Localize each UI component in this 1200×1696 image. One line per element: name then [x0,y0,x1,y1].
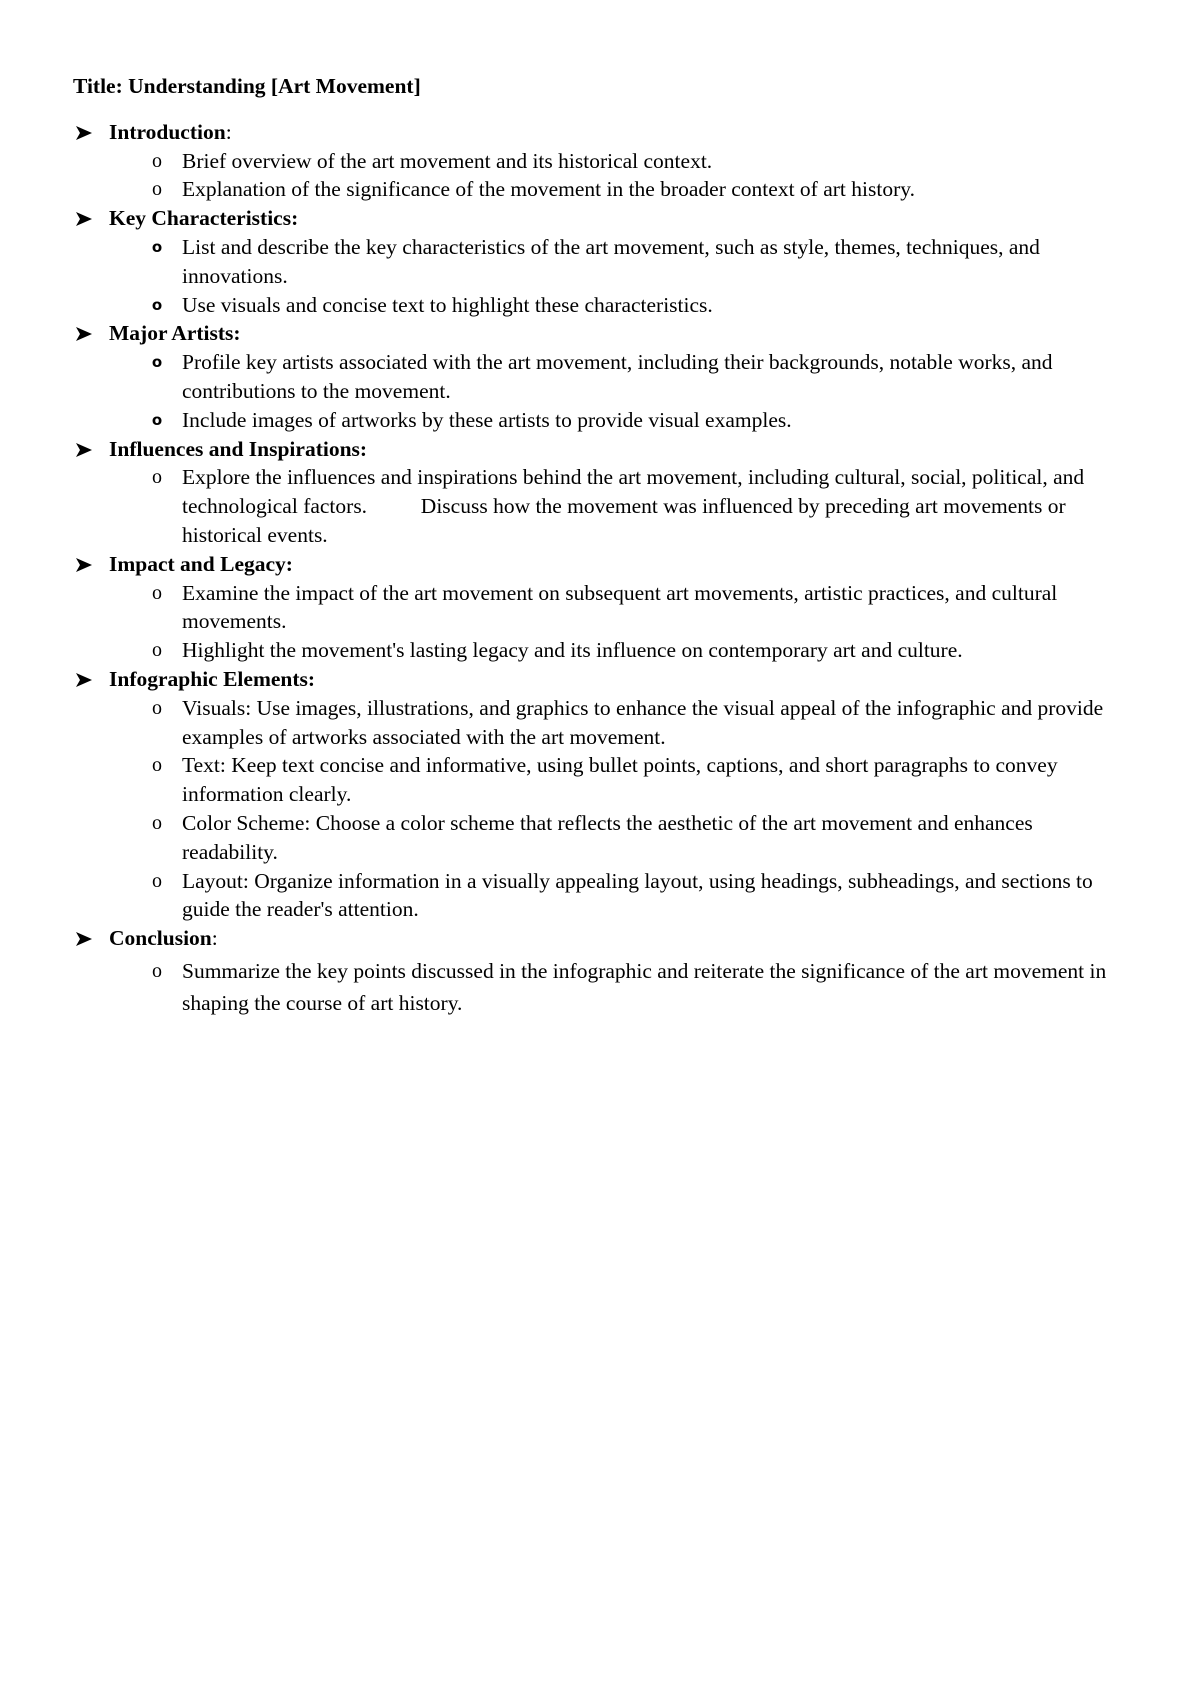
document-title: Title: Understanding [Art Movement] [73,74,421,98]
section-heading-label: Impact and Legacy [109,551,286,576]
circle-bullet-icon: o [152,178,162,201]
section-items [73,463,1133,549]
list-item-text: List and describe the key characteristics of the art movement, such as style, themes, techniques, and innovations. [182,234,1046,288]
list-item-text: Profile key artists associated with the art movement, including their backgrounds, notable works, and contributions to the movement. [182,350,1058,403]
section-heading-colon: : [233,321,241,346]
list-item [73,636,1133,665]
circle-bullet-icon: o [151,353,163,372]
list-item-text: Brief overview of the art movement and its historical context. [182,148,713,173]
list-item [73,955,1133,1019]
section-conclusion [73,924,1133,1019]
section-heading [73,118,1133,147]
list-item [73,233,1133,291]
section-heading-label: Major Artists [109,321,234,346]
circle-bullet-icon: o [152,466,162,489]
list-item [73,867,1133,925]
list-item-text: Visuals: Use images, illustrations, and graphics to enhance the visual appeal of the infographic and provide examples of artworks associated with the art movement. [182,695,1109,749]
list-item-text: Include images of artworks by these artists to provide visual examples. [182,407,792,432]
section-items [73,348,1133,434]
list-item-text: Color Scheme: Choose a color scheme that reflects the aesthetic of the art movement and enhances readability. [182,810,1039,864]
list-item [73,291,1133,320]
circle-bullet-icon: o [151,295,163,314]
section-heading [73,550,1133,579]
section-heading [73,319,1133,348]
arrowhead-bullet-icon [75,443,93,457]
arrowhead-bullet-icon [75,932,93,946]
circle-bullet-icon: o [152,149,162,172]
section-items [73,147,1133,205]
list-item [73,809,1133,867]
list-item [73,175,1133,204]
arrowhead-bullet-icon [75,212,93,226]
circle-bullet-icon: o [152,869,162,892]
document-content [73,72,1133,1019]
circle-bullet-icon: o [152,959,162,982]
list-item-text: Highlight the movement's lasting legacy and its influence on contemporary art and culture. [182,638,963,663]
list-item [73,694,1133,752]
section-items [73,579,1133,665]
section-heading-colon: : [225,119,232,144]
list-item-text: Explore the influences and inspirations behind the art movement, including cultural, social, political, and technological factors. Discuss how the movement was influenced by preceding art movements or historical events. [182,465,1090,547]
list-item [73,147,1133,176]
list-item-text: Explanation of the significance of the movement in the broader context of art history. [182,177,915,202]
list-item [73,751,1133,809]
list-item [73,579,1133,637]
circle-bullet-icon: o [152,754,162,777]
circle-bullet-icon: o [152,811,162,834]
arrowhead-bullet-icon [75,558,93,572]
arrowhead-bullet-icon [75,673,93,687]
section-items [73,955,1133,1019]
arrowhead-bullet-icon [75,327,93,341]
section-heading-label: Infographic Elements [109,666,308,691]
list-item-text: Use visuals and concise text to highlight these characteristics. [182,292,713,317]
section-key-characteristics [73,204,1133,319]
circle-bullet-icon: o [152,696,162,719]
section-heading-label: Conclusion [109,926,212,951]
section-heading-label: Influences and Inspirations [109,436,360,461]
section-heading [73,204,1133,233]
list-item [73,463,1133,549]
section-heading-label: Key Characteristics [109,206,292,231]
section-influences-and-inspirations [73,435,1133,550]
section-heading [73,665,1133,694]
circle-bullet-icon: o [151,410,163,429]
section-heading-colon: : [291,206,299,231]
section-heading [73,924,1133,953]
circle-bullet-icon: o [152,639,162,662]
list-item [73,348,1133,406]
section-heading-colon: : [307,666,316,691]
section-items [73,233,1133,319]
section-heading-colon: : [285,551,293,576]
section-heading [73,435,1133,464]
section-major-artists [73,319,1133,434]
section-impact-and-legacy [73,550,1133,665]
arrowhead-bullet-icon [75,126,93,140]
outline [73,118,1133,1019]
section-infographic-elements [73,665,1133,924]
circle-bullet-icon: o [152,581,162,604]
list-item [73,406,1133,435]
circle-bullet-icon: o [151,237,163,256]
list-item-text: Examine the impact of the art movement on subsequent art movements, artistic practices, and cultural movements. [182,580,1063,634]
list-item-text: Layout: Organize information in a visually appealing layout, using headings, subheadings, and sections to guide the reader's attention. [182,868,1099,922]
section-items [73,694,1133,924]
section-heading-colon: : [359,436,368,461]
section-heading-colon: : [211,926,218,951]
list-item-text: Summarize the key points discussed in the infographic and reiterate the significance of the art movement in shaping the course of art history. [182,958,1112,1015]
list-item-text: Text: Keep text concise and informative, using bullet points, captions, and short paragraphs to convey information clearly. [182,753,1063,807]
section-introduction [73,118,1133,204]
section-heading-label: Introduction [109,119,226,144]
